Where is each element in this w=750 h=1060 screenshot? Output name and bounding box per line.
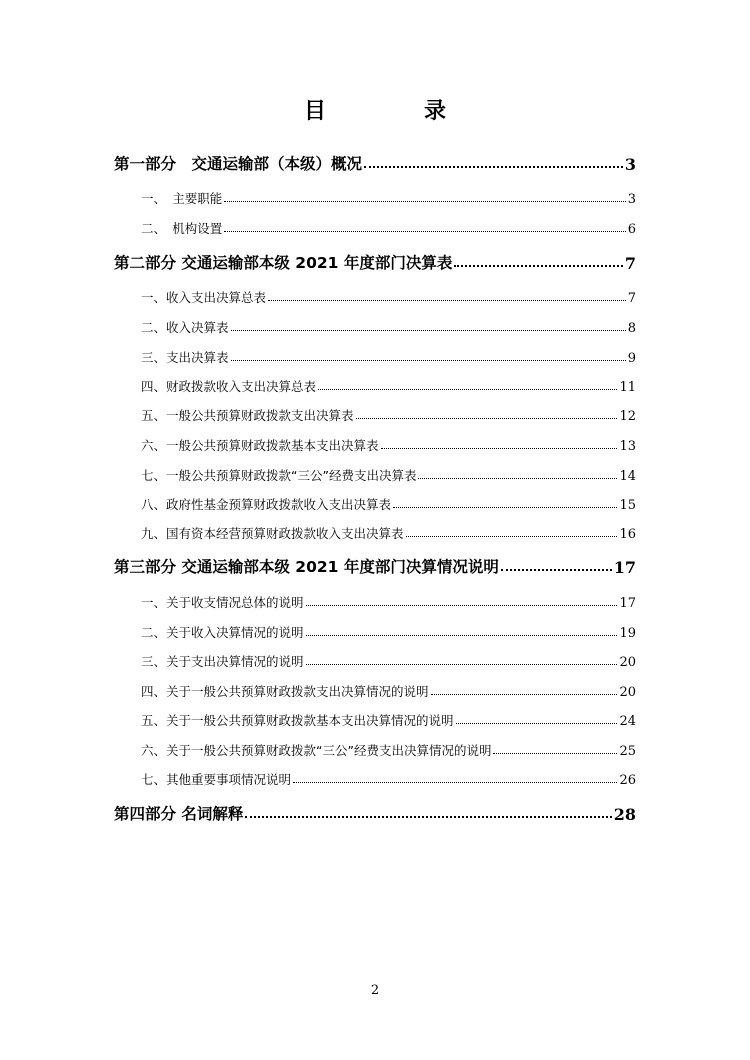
toc-entry-label: 三、关于支出决算情况的说明 xyxy=(141,654,304,669)
toc-entry-label: 二、 机构设置 xyxy=(141,221,223,236)
dot-leader xyxy=(306,605,618,606)
dot-leader xyxy=(268,300,626,301)
toc-entry[interactable] xyxy=(141,489,636,513)
toc-entry-page: 24 xyxy=(619,714,636,729)
toc-entry-label: 第一部分 交通运输部（本级）概况 xyxy=(114,155,363,173)
toc-entry-part-4[interactable] xyxy=(114,800,636,824)
toc-entry-label: 四、关于一般公共预算财政拨款支出决算情况的说明 xyxy=(141,684,429,699)
toc-entry-label: 七、一般公共预算财政拨款“三公”经费支出决算表 xyxy=(141,468,417,483)
toc-entry-page: 20 xyxy=(619,685,636,700)
toc-entry-page: 3 xyxy=(624,155,636,174)
toc-entry-label: 九、国有资本经营预算财政拨款收入支出决算表 xyxy=(141,526,404,541)
toc-entry-label: 五、关于一般公共预算财政拨款基本支出决算情况的说明 xyxy=(141,713,454,728)
toc-entry-page: 7 xyxy=(627,291,636,306)
dot-leader xyxy=(393,507,617,508)
dot-leader xyxy=(306,664,618,665)
dot-leader xyxy=(406,536,618,537)
toc-entry[interactable] xyxy=(141,518,636,542)
toc-entry[interactable] xyxy=(141,282,636,306)
dot-leader xyxy=(364,166,623,168)
toc-entry-label: 六、一般公共预算财政拨款基本支出决算表 xyxy=(141,438,379,453)
toc-entry-page: 25 xyxy=(619,744,636,759)
toc-entry-page: 17 xyxy=(613,558,636,577)
dot-leader xyxy=(224,201,625,202)
toc-entry[interactable] xyxy=(141,213,636,237)
toc-entry-page: 20 xyxy=(619,655,636,670)
toc-entry-label: 二、关于收入决算情况的说明 xyxy=(141,625,304,640)
toc-entry-page: 11 xyxy=(619,380,636,395)
dot-leader xyxy=(306,635,618,636)
toc-entry-page: 9 xyxy=(627,351,636,366)
dot-leader xyxy=(501,569,612,571)
toc-entry[interactable] xyxy=(141,400,636,424)
toc-entry-page: 16 xyxy=(619,527,636,542)
toc-entry-page: 14 xyxy=(619,469,636,484)
dot-leader xyxy=(231,330,626,331)
toc-entry-page: 3 xyxy=(627,192,636,207)
toc-entry[interactable] xyxy=(141,735,636,759)
dot-leader xyxy=(293,782,617,783)
toc-entry-label: 第四部分 名词解释 xyxy=(114,805,244,823)
toc-entry-page: 26 xyxy=(619,773,636,788)
toc-entry-page: 15 xyxy=(619,498,636,513)
toc-entry-page: 13 xyxy=(619,439,636,454)
toc-entry-label: 第二部分 交通运输部本级 2021 年度部门决算表 xyxy=(114,254,453,272)
toc-entry-label: 七、其他重要事项情况说明 xyxy=(141,772,292,787)
toc-entry-label: 第三部分 交通运输部本级 2021 年度部门决算情况说明 xyxy=(114,558,499,576)
toc-entry-part-2[interactable] xyxy=(114,249,636,273)
toc-entry-part-3[interactable] xyxy=(114,553,636,577)
toc-entry-label: 一、 主要职能 xyxy=(141,191,223,206)
dot-leader xyxy=(381,448,618,449)
dot-leader xyxy=(431,694,618,695)
toc-title: 目 录 xyxy=(303,99,484,124)
toc-entry[interactable] xyxy=(141,587,636,611)
dot-leader xyxy=(318,389,617,390)
toc-entry-label: 八、政府性基金预算财政拨款收入支出决算表 xyxy=(141,497,392,512)
page-number: 2 xyxy=(370,983,380,998)
dot-leader xyxy=(224,231,625,232)
toc-entry-part-1[interactable] xyxy=(114,150,636,174)
toc-entry-label: 四、财政拨款收入支出决算总表 xyxy=(141,379,317,394)
toc-entry[interactable] xyxy=(141,460,636,484)
toc-entry-page: 19 xyxy=(619,626,636,641)
toc-entry-label: 一、收入支出决算总表 xyxy=(141,290,267,305)
toc-entry-page: 6 xyxy=(627,222,636,237)
toc-entry[interactable] xyxy=(141,764,636,788)
toc-entry-label: 三、支出决算表 xyxy=(141,350,229,365)
toc-entry[interactable] xyxy=(141,430,636,454)
toc-entry-label: 五、一般公共预算财政拨款支出决算表 xyxy=(141,408,354,423)
toc-entry[interactable] xyxy=(141,676,636,700)
toc-entry-page: 8 xyxy=(627,321,636,336)
dot-leader xyxy=(456,723,618,724)
toc-entry-page: 12 xyxy=(619,409,636,424)
dot-leader xyxy=(454,265,623,267)
toc-entry[interactable] xyxy=(141,183,636,207)
dot-leader xyxy=(245,816,611,818)
toc-entry[interactable] xyxy=(141,312,636,336)
toc-entry[interactable] xyxy=(141,342,636,366)
toc-entry[interactable] xyxy=(141,705,636,729)
toc-entry-page: 28 xyxy=(613,805,636,824)
toc-entry[interactable] xyxy=(141,646,636,670)
dot-leader xyxy=(418,478,617,479)
toc-entry-label: 二、收入决算表 xyxy=(141,320,229,335)
dot-leader xyxy=(493,753,617,754)
toc-entry-page: 7 xyxy=(624,254,636,273)
toc-entry-label: 一、关于收支情况总体的说明 xyxy=(141,595,304,610)
toc-entry-label: 六、关于一般公共预算财政拨款“三公”经费支出决算情况的说明 xyxy=(141,743,492,758)
dot-leader xyxy=(231,360,626,361)
dot-leader xyxy=(356,418,618,419)
toc-entry[interactable] xyxy=(141,617,636,641)
toc-entry[interactable] xyxy=(141,371,636,395)
toc-entry-page: 17 xyxy=(619,596,636,611)
